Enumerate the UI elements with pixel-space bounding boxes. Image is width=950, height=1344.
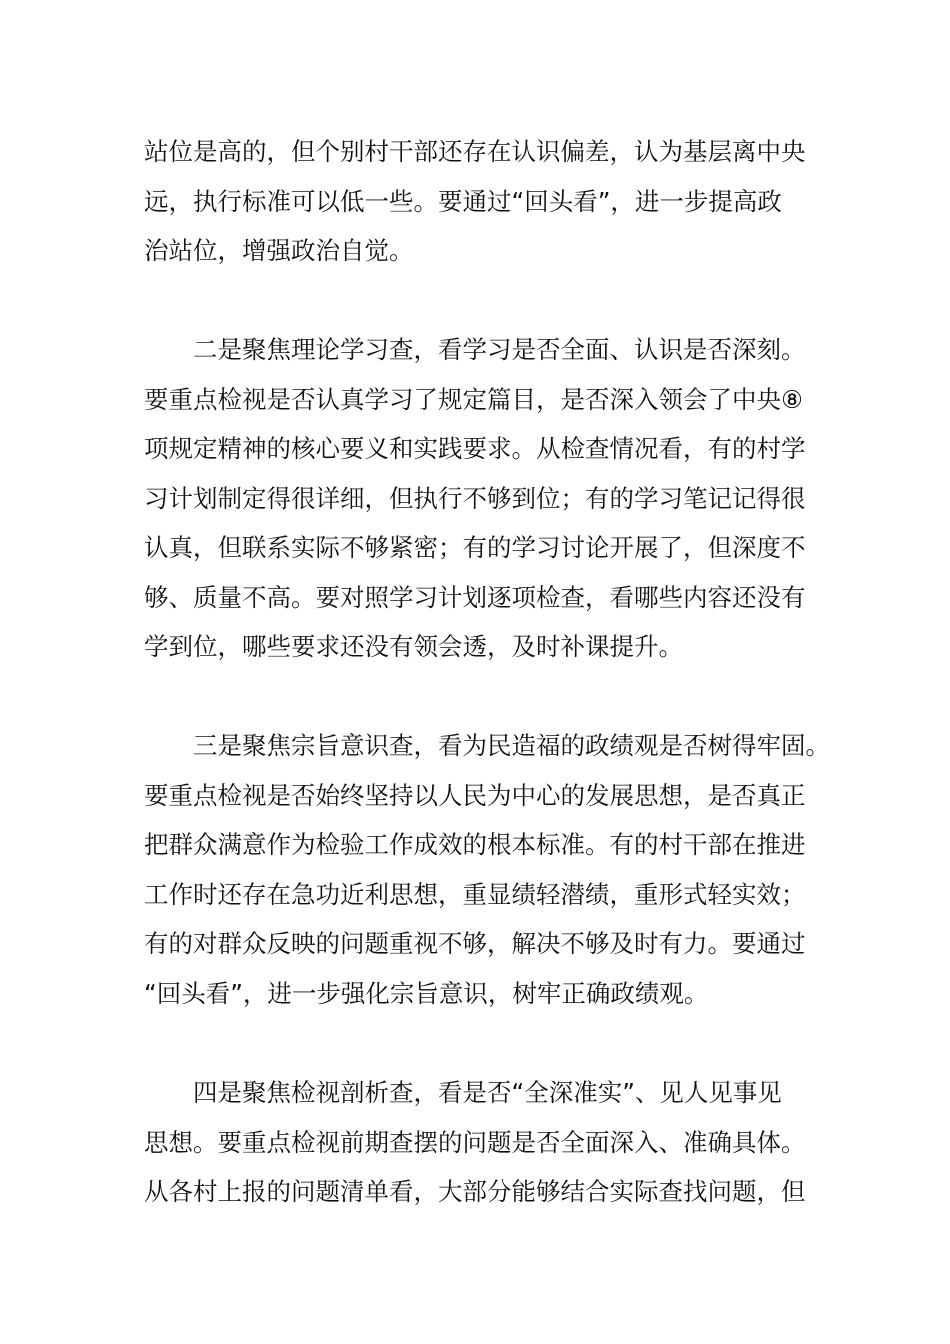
paragraph-line: 二是聚焦理论学习查，看学习是否全面、认识是否深刻。 xyxy=(193,335,806,364)
paragraph-4 xyxy=(144,1068,824,1217)
paragraph-2 xyxy=(144,325,824,672)
paragraph-line: 习计划制定得很详细，但执行不够到位；有的学习笔记记得很 xyxy=(144,483,806,513)
paragraph-1 xyxy=(144,127,824,276)
paragraph-line: 工作时还存在急功近利思想，重显绩轻潜绩，重形式轻实效； xyxy=(144,879,806,909)
paragraph-line: 认真，但联系实际不够紧密；有的学习讨论开展了，但深度不 xyxy=(144,533,806,562)
paragraph-line: 思想。要重点检视前期查摆的问题是否全面深入、准确具体。 xyxy=(144,1127,806,1157)
paragraph-line: 三是聚焦宗旨意识查，看为民造福的政绩观是否树得牢固。 xyxy=(193,731,830,760)
paragraph-line: 远，执行标准可以低一些。要通过“回头看”，进一步提高政 xyxy=(144,186,782,216)
paragraph-line: 有的对群众反映的问题重视不够，解决不够及时有力。要通过 xyxy=(144,929,806,958)
paragraph-line: 要重点检视是否始终坚持以人民为中心的发展思想，是否真正 xyxy=(144,780,806,810)
paragraph-line: 站位是高的，但个别村干部还存在认识偏差，认为基层离中央 xyxy=(144,137,806,166)
paragraph-line: 项规定精神的核心要义和实践要求。从检查情况看，有的村学 xyxy=(144,434,806,463)
paragraph-line: 从各村上报的问题清单看，大部分能够结合实际查找问题，但 xyxy=(144,1177,806,1206)
paragraph-line: “回头看”，进一步强化宗旨意识，树牢正确政绩观。 xyxy=(144,978,709,1008)
paragraph-3 xyxy=(144,721,830,1018)
paragraph-line: 治站位，增强政治自觉。 xyxy=(144,236,414,265)
paragraph-line: 把群众满意作为检验工作成效的根本标准。有的村干部在推进 xyxy=(144,830,806,859)
paragraph-line: 学到位，哪些要求还没有领会透，及时补课提升。 xyxy=(144,632,683,661)
paragraph-line: 要重点检视是否认真学习了规定篇目，是否深入领会了中央⑧ xyxy=(144,384,803,414)
paragraph-line: 四是聚焦检视剖析查，看是否“全深准实”、见人见事见 xyxy=(193,1078,782,1107)
paragraph-line: 够、质量不高。要对照学习计划逐项检查，看哪些内容还没有 xyxy=(144,582,806,612)
